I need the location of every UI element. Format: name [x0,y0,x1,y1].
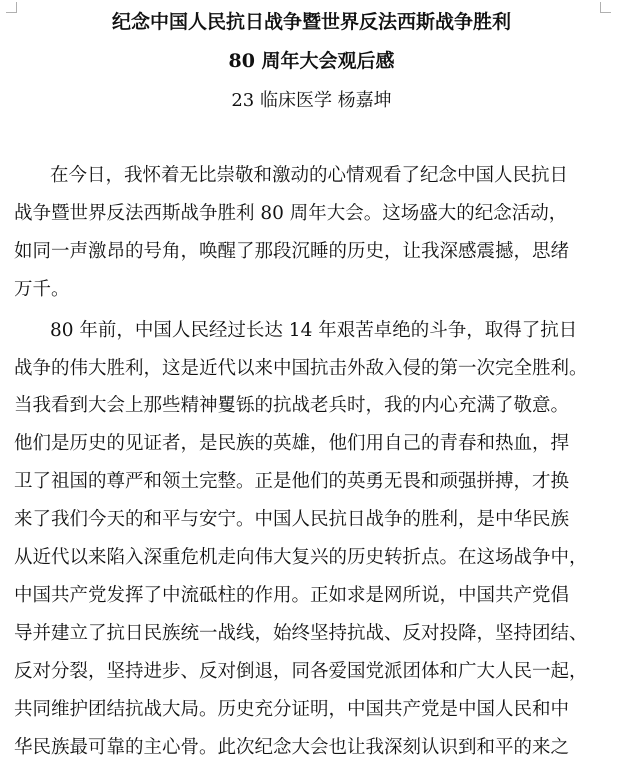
document-title-line-1: 纪念中国人民抗日战争暨世界反法西斯战争胜利 [111,11,511,33]
paragraph-2-line-2: 战争的伟大胜利，这是近代以来中国抗击外敌入侵的第一次完全胜利。 [14,358,588,379]
paragraph-2-line-12: 华民族最可靠的主心骨。此次纪念大会也让我深刻认识到和平的来之 [14,737,570,758]
paragraph-1-line-3: 如同一声激昂的号角，唤醒了那段沉睡的历史，让我深感震撼，思绪 [14,241,570,262]
author-byline: 23 临床医学 杨嘉坤 [231,90,392,111]
paragraph-2-line-5: 卫了祖国的尊严和领土完整。正是他们的英勇无畏和顽强拼搏，才换 [14,471,570,492]
paragraph-2-line-6: 来了我们今天的和平与安宁。中国人民抗日战争的胜利，是中华民族 [14,509,570,530]
paragraph-1-line-4: 万千。 [14,279,70,300]
paragraph-2-line-1: 80 年前，中国人民经过长达 14 年艰苦卓绝的斗争，取得了抗日 [50,320,578,341]
paragraph-2-line-3: 当我看到大会上那些精神矍铄的抗战老兵时，我的内心充满了敬意。 [14,395,570,416]
paragraph-2-line-8: 中国共产党发挥了中流砥柱的作用。正如求是网所说，中国共产党倡 [14,585,570,606]
paragraph-1-line-1: 在今日，我怀着无比崇敬和激动的心情观看了纪念中国人民抗日 [50,165,569,186]
paragraph-2-line-10: 反对分裂，坚持进步、反对倒退，同各爱国党派团体和广大人民一起， [14,661,588,682]
paragraph-2-line-7: 从近代以来陷入深重危机走向伟大复兴的历史转折点。在这场战争中， [14,547,588,568]
paragraph-1-line-2: 战争暨世界反法西斯战争胜利 80 周年大会。这场盛大的纪念活动， [14,203,568,224]
paragraph-2-line-9: 导并建立了抗日民族统一战线，始终坚持抗战、反对投降，坚持团结、 [14,623,588,644]
paragraph-2-line-11: 共同维护团结抗战大局。历史充分证明，中国共产党是中国人民和中 [14,699,570,720]
document-title-line-2: 80 周年大会观后感 [228,50,395,72]
paragraph-2-line-4: 他们是历史的见证者，是民族的英雄，他们用自己的青春和热血，捍 [14,433,570,454]
